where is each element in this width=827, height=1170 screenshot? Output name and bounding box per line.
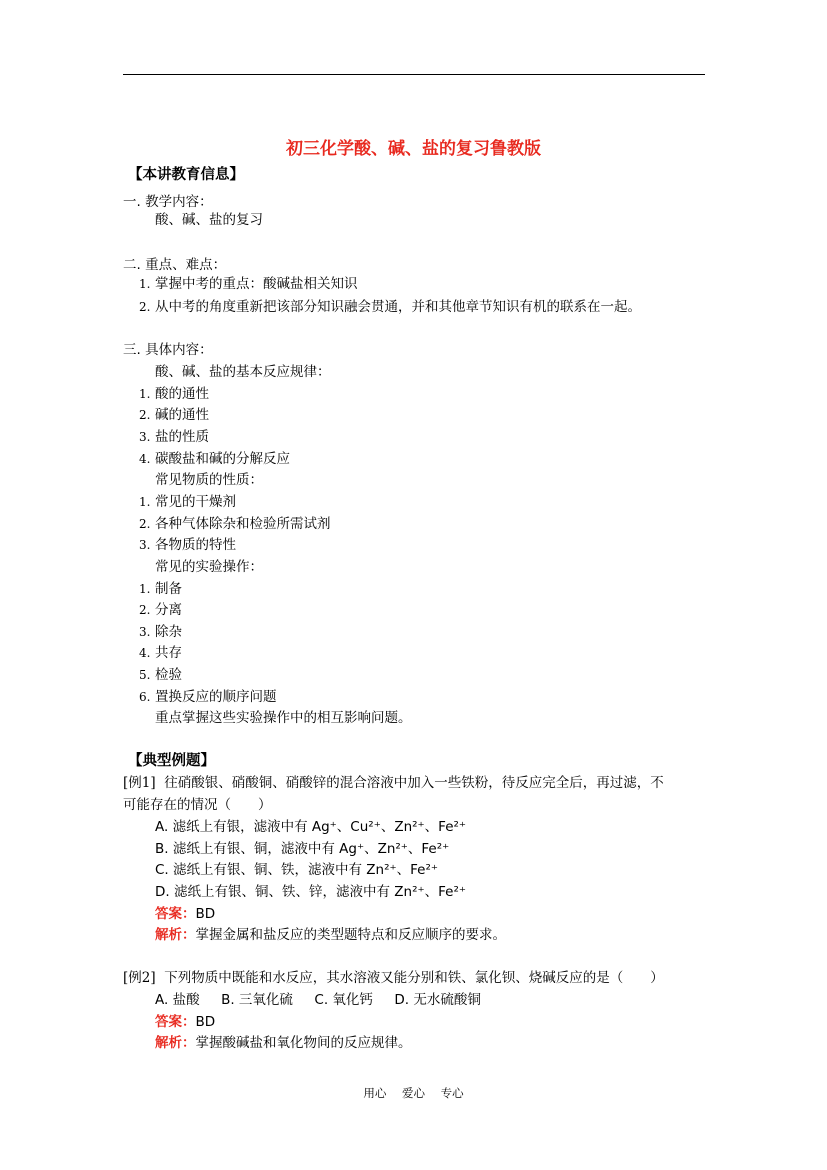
answer-value: BD [195,1014,216,1030]
example1-option-c: C. 滤纸上有银、铜、铁，滤液中有 Zn²⁺、Fe²⁺ [155,862,439,878]
list-number: 1. [139,277,151,291]
group-heading: 酸、碱、盐的基本反应规律： [155,364,331,380]
example2-label: [例2] [123,970,156,986]
group-heading: 常见的实验操作： [155,559,263,575]
list-item [139,428,209,446]
list-text: 掌握中考的重点：酸碱盐相关知识 [155,276,358,292]
analysis-label: 解析： [155,1035,196,1051]
list-text: 碱的通性 [155,407,209,423]
info-heading: 【本讲教育信息】 [128,167,244,183]
list-item [139,493,236,511]
section1-content: 酸、碱、盐的复习 [155,212,263,228]
example1-answer [155,905,215,923]
list-number: 1. [139,387,151,401]
example2-options [155,991,481,1009]
analysis-label: 解析： [155,927,196,943]
list-text: 常见的干燥剂 [155,494,236,510]
list-number: 3. [139,430,151,444]
list-item [139,601,182,619]
section1-label: 一. 教学内容： [123,194,213,210]
section2-label: 二. 重点、难点： [123,257,227,273]
page-title: 初三化学酸、碱、盐的复习鲁教版 [286,139,541,159]
list-text: 制备 [155,581,182,597]
example1-option-a: A. 滤纸上有银，滤液中有 Ag⁺、Cu²⁺、Zn²⁺、Fe²⁺ [155,819,467,835]
example2-option-c: C. 氧化钙 [314,992,373,1008]
list-text: 置换反应的顺序问题 [155,689,277,705]
list-text: 各物质的特性 [155,537,236,553]
list-item [139,623,182,641]
example2-question-text: 下列物质中既能和水反应，其水溶液又能分别和铁、氯化钡、烧碱反应的是（ ） [164,970,664,986]
list-item [139,275,358,293]
answer-value: BD [195,906,216,922]
list-item [139,688,277,706]
list-text: 盐的性质 [155,429,209,445]
list-number: 3. [139,625,151,639]
section3-label: 三. 具体内容： [123,342,213,358]
list-number: 1. [139,582,151,596]
example1-question-line1 [123,774,664,792]
answer-label: 答案： [155,1014,196,1030]
example1-option-b: B. 滤纸上有银、铜，滤液中有 Ag⁺、Zn²⁺、Fe²⁺ [155,841,450,857]
list-item [139,666,182,684]
example2-option-b: B. 三氧化硫 [221,992,293,1008]
list-number: 2. [139,408,151,422]
example1-analysis [155,926,506,944]
list-text: 酸的通性 [155,386,209,402]
list-number: 4. [139,646,151,660]
list-number: 6. [139,690,151,704]
example2-option-d: D. 无水硫酸铜 [394,992,481,1008]
answer-label: 答案： [155,906,196,922]
list-item [139,298,641,316]
list-item [139,450,290,468]
list-item [139,406,209,424]
list-text: 分离 [155,602,182,618]
example2-analysis [155,1034,412,1052]
analysis-text: 掌握金属和盐反应的类型题特点和反应顺序的要求。 [195,927,506,943]
analysis-text: 掌握酸碱盐和氧化物间的反应规律。 [195,1035,412,1051]
header-rule [123,74,705,75]
list-text: 除杂 [155,624,182,640]
example1-label: [例1] [123,775,156,791]
list-item [139,385,209,403]
list-text: 从中考的角度重新把该部分知识融会贯通，并和其他章节知识有机的联系在一起。 [155,299,641,315]
list-item [139,580,182,598]
list-number: 2. [139,517,151,531]
example1-question-text: 往硝酸银、硝酸铜、硝酸锌的混合溶液中加入一些铁粉，待反应完全后，再过滤，不 [164,775,664,791]
list-text: 共存 [155,645,182,661]
list-text: 碳酸盐和碱的分解反应 [155,451,290,467]
group-heading: 常见物质的性质： [155,472,263,488]
list-item [139,644,182,662]
list-number: 2. [139,300,151,314]
list-number: 3. [139,538,151,552]
list-item [139,515,331,533]
example2-answer [155,1013,215,1031]
list-text: 检验 [155,667,182,683]
example1-option-d: D. 滤纸上有银、铜、铁、锌，滤液中有 Zn²⁺、Fe²⁺ [155,884,466,900]
list-number: 4. [139,452,151,466]
list-text: 各种气体除杂和检验所需试剂 [155,516,331,532]
list-item [139,536,236,554]
section3-note: 重点掌握这些实验操作中的相互影响问题。 [155,710,412,726]
page-footer: 用心 爱心 专心 [363,1086,464,1100]
list-number: 5. [139,668,151,682]
example2-option-a: A. 盐酸 [155,992,200,1008]
list-number: 2. [139,603,151,617]
list-number: 1. [139,495,151,509]
example1-question-line2: 可能存在的情况（ ） [123,797,272,813]
examples-heading: 【典型例题】 [128,753,215,769]
example2-question [123,969,664,987]
